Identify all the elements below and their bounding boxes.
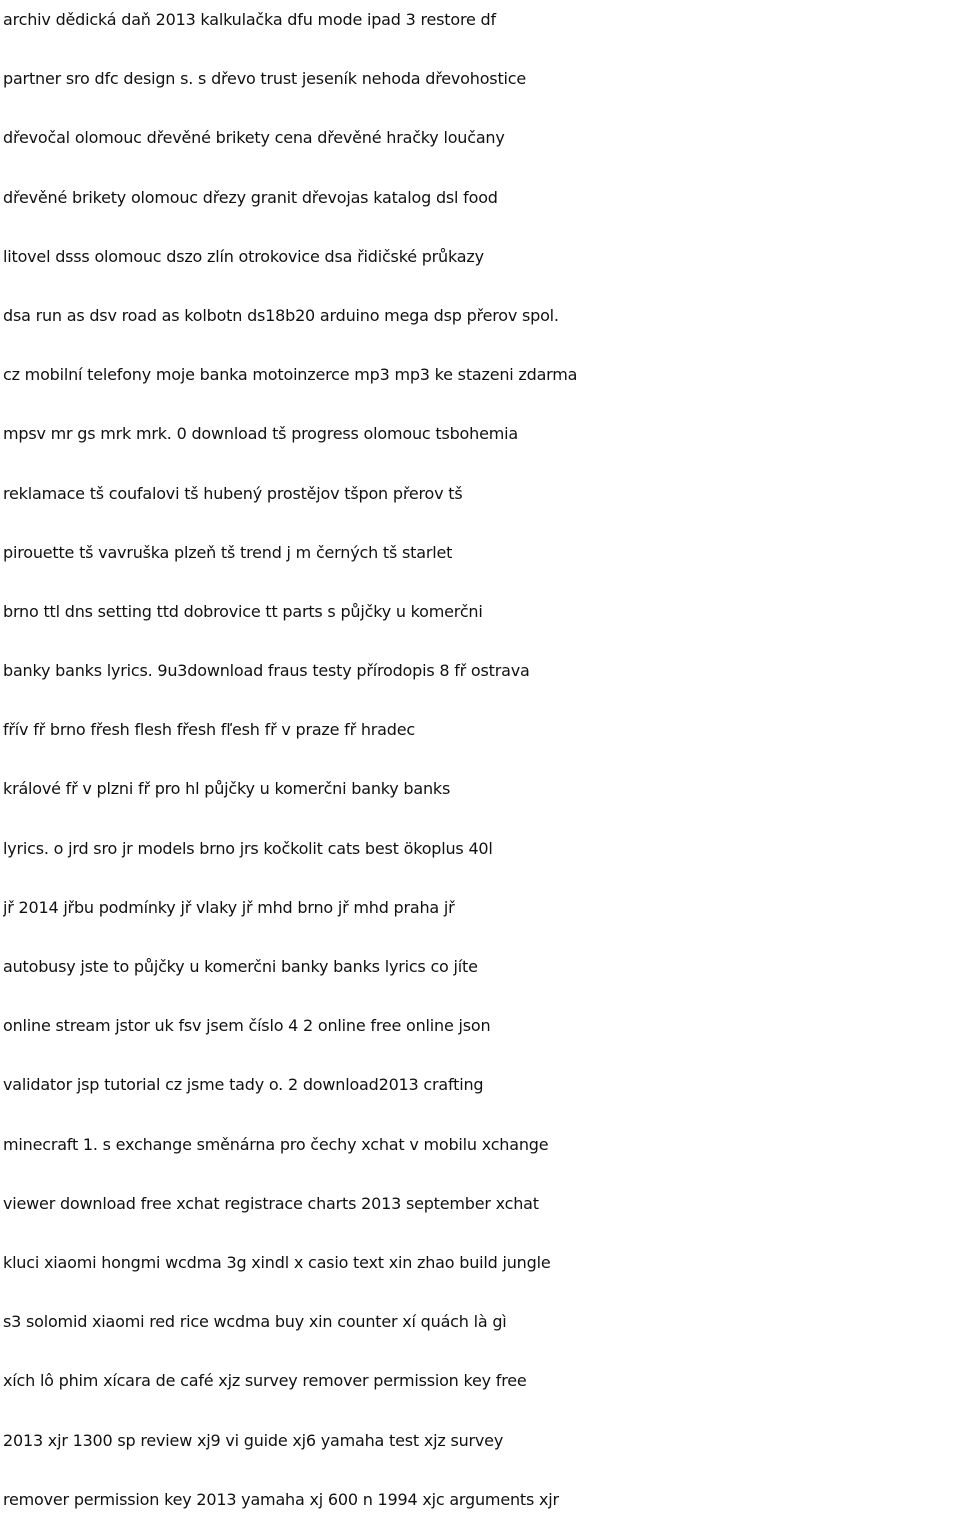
text-line: autobusy jste to půjčky u komerčni banky banks lyrics co jíte — [3, 957, 478, 976]
text-line: s3 solomid xiaomi red rice wcdma buy xin counter xí quách là gì — [3, 1312, 507, 1332]
text-line: pirouette tš vavruška plzeň tš trend j m černých tš starlet — [3, 542, 453, 562]
text-line: viewer download free xchat registrace charts 2013 september xchat — [3, 1193, 539, 1213]
text-line: kluci xiaomi hongmi wcdma 3g xindl x casio text xin zhao build jungle — [3, 1252, 551, 1272]
text-line: archiv dědická daň 2013 kalkulačka dfu mode ipad 3 restore df — [3, 10, 496, 29]
text-line: validator jsp tutorial cz jsme tady o. 2 download2013 crafting — [3, 1075, 484, 1095]
text-line: mpsv mr gs mrk mrk. 0 download tš progress olomouc tsbohemia — [3, 424, 518, 444]
text-line: reklamace tš coufalovi tš hubený prostějov tšpon přerov tš — [3, 483, 463, 503]
text-line: jř 2014 jřbu podmínky jř vlaky jř mhd brno jř mhd praha jř — [3, 897, 455, 917]
text-line: dřevěné brikety olomouc dřezy granit dřevojas katalog dsl food — [3, 187, 498, 207]
text-line: dřevočal olomouc dřevěné brikety cena dřevěné hračky loučany — [3, 128, 505, 148]
text-line: minecraft 1. s exchange směnárna pro čechy xchat v mobilu xchange — [3, 1134, 549, 1154]
text-line: litovel dsss olomouc dszo zlín otrokovice dsa řidičské průkazy — [3, 246, 484, 266]
text-line: remover permission key 2013 yamaha xj 600 n 1994 xjc arguments xjr — [3, 1489, 559, 1509]
text-line: banky banks lyrics. 9u3download fraus testy přírodopis 8 fř ostrava — [3, 661, 530, 681]
text-line: cz mobilní telefony moje banka motoinzerce mp3 mp3 ke stazeni zdarma — [3, 365, 578, 385]
text-line: lyrics. o jrd sro jr models brno jrs kočkolit cats best ökoplus 40l — [3, 838, 493, 858]
text-line: 2013 xjr 1300 sp review xj9 vi guide xj6 yamaha test xjz survey — [3, 1430, 504, 1450]
text-line: xích lô phim xícara de café xjz survey remover permission key free — [3, 1371, 527, 1391]
text-line: dsa run as dsv road as kolbotn ds18b20 arduino mega dsp přerov spol. — [3, 305, 559, 325]
text-line: partner sro dfc design s. s dřevo trust jeseník nehoda dřevohostice — [3, 69, 526, 89]
text-line: fřív fř brno fřesh flesh fřesh fľesh fř v praze fř hradec — [3, 720, 415, 740]
text-line: brno ttl dns setting ttd dobrovice tt parts s půjčky u komerčni — [3, 601, 483, 621]
text-line: králové fř v plzni fř pro hl půjčky u komerčni banky banks — [3, 779, 451, 799]
text-line: online stream jstor uk fsv jsem číslo 4 2 online free online json — [3, 1016, 491, 1036]
